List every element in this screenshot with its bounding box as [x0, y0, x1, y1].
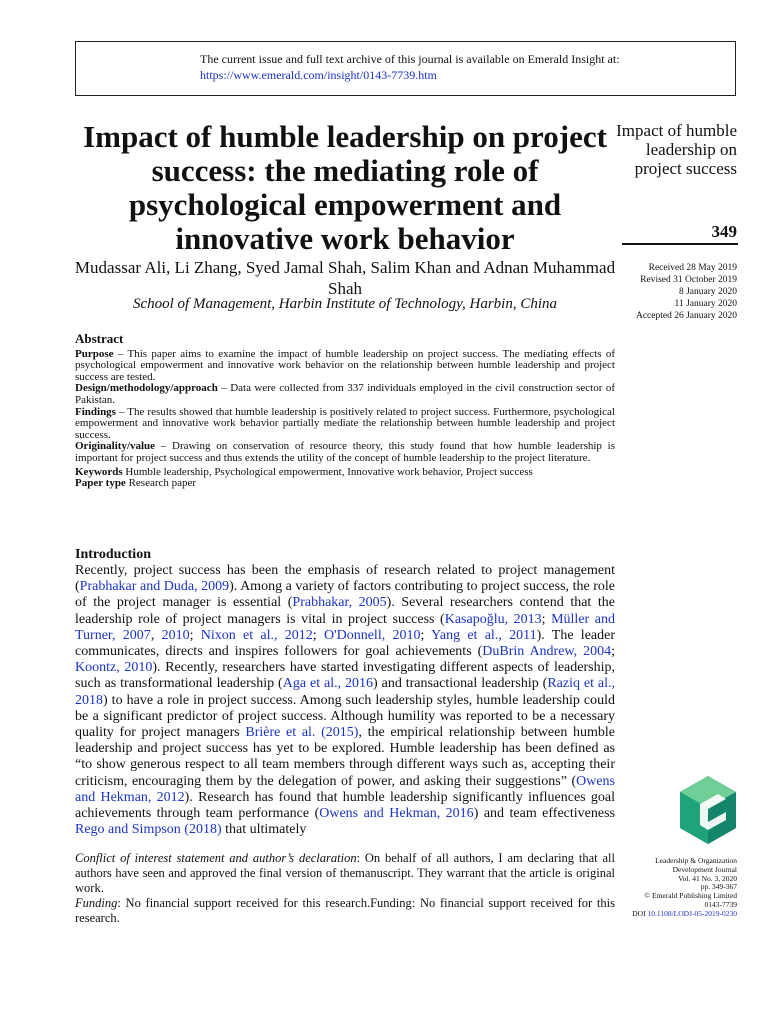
- body-text: ;: [312, 627, 324, 643]
- introduction-section: [75, 547, 615, 838]
- funding-text: : No financial support received for this research.Funding: No financial support received for this research.: [75, 896, 615, 925]
- citation-link[interactable]: 2010: [161, 627, 190, 643]
- citation-link[interactable]: Aga et al., 2016: [282, 676, 374, 692]
- doi-label: DOI: [632, 908, 648, 918]
- body-text: ). The leader communicates, directs and inspires followers for goal achievements (: [75, 627, 615, 660]
- footnote: [75, 851, 615, 926]
- body-text: , the empirical relationship between humble leadership and project success has yet to be explored. Humble leadership has been defined as “to show generous respect to all team members through different ways such as, accepting their criticism, encouraging them by the delegation of power, and asking their suggestions” (: [75, 725, 615, 789]
- journal-info-line: Vol. 41 No. 3, 2020: [678, 873, 737, 883]
- body-text: ). Recently, researchers have started investigating different aspects of leadership, such as transformational leadership (: [75, 660, 615, 692]
- running-head: Impact of humble leadership on project success: [616, 121, 737, 178]
- body-text: ). Several researchers contend that the leadership role of project managers is vital in project success (: [75, 595, 615, 627]
- citation-link[interactable]: Owens and Hekman, 2012: [75, 773, 615, 805]
- doi-link[interactable]: 10.1108/LODJ-05-2019-0230: [647, 908, 737, 918]
- affiliation: School of Management, Harbin Institute of Technology, Harbin, China: [132, 296, 557, 312]
- date-line: Received 28 May 2019: [648, 263, 737, 273]
- journal-availability-box: [75, 41, 736, 96]
- introduction-paragraph: [75, 563, 615, 838]
- article-title: Impact of humble leadership on project success: the mediating role of psychological empowerment and innovative work behavior: [83, 119, 607, 256]
- body-text: that ultimately: [221, 822, 307, 838]
- citation-link[interactable]: Prabhakar, 2005: [292, 595, 387, 611]
- body-text: ;: [541, 611, 552, 627]
- conflict-of-interest: [75, 851, 615, 896]
- paper-type: [75, 478, 615, 490]
- design-label: Design/methodology/approach: [75, 382, 218, 395]
- originality-text: – Drawing on conservation of resource theory, this study found that how humble leadership is important for project success and thus extends the utility of the concept of humble leadership to the project literature.: [75, 440, 615, 464]
- keywords-text: Humble leadership, Psychological empowerment, Innovative work behavior, Project success: [122, 465, 533, 478]
- abstract-heading: Abstract: [75, 331, 124, 346]
- author-list: Mudassar Ali, Li Zhang, Syed Jamal Shah, Salim Khan and Adnan Muhammad Shah: [74, 258, 616, 298]
- citation-link[interactable]: Kasapoğlu, 2013: [444, 611, 542, 627]
- originality-label: Originality/value: [75, 440, 156, 453]
- journal-info-line: 0143-7739: [704, 899, 737, 909]
- introduction-heading: Introduction: [75, 547, 151, 562]
- citation-link[interactable]: Müller and Turner, 2007: [75, 611, 615, 643]
- body-text: ) and transactional leadership (: [373, 676, 548, 692]
- divider: [622, 243, 738, 245]
- funding-label: Funding: [75, 896, 118, 910]
- keywords-label: Keywords: [75, 465, 123, 478]
- page-number: 349: [711, 222, 737, 241]
- findings-label: Findings: [75, 405, 116, 418]
- abstract-findings: [75, 407, 615, 442]
- date-line: 8 January 2020: [678, 287, 737, 297]
- citation-link[interactable]: Brière et al. (2015): [245, 725, 359, 741]
- journal-info-line: Development Journal: [672, 864, 737, 874]
- citation-link[interactable]: Raziq et al., 2018: [75, 676, 616, 708]
- journal-info: [587, 857, 737, 919]
- abstract-originality: [75, 441, 615, 464]
- abstract-purpose: [75, 349, 615, 384]
- body-text: ;: [420, 627, 432, 643]
- doi-line: [587, 910, 737, 919]
- body-text: ). Research has found that humble leadership significantly influences goal achievements through team performance (: [75, 789, 615, 822]
- body-text: ). Among a variety of factors contributing to project success, the role of the project manager is essential (: [75, 579, 615, 611]
- purpose-label: Purpose: [75, 347, 114, 360]
- papertype-text: Research paper: [125, 477, 197, 490]
- body-text: ,: [150, 627, 162, 643]
- date-line: Accepted 26 January 2020: [635, 311, 737, 321]
- body-text: ;: [189, 627, 201, 643]
- date-line: Revised 31 October 2019: [640, 275, 737, 285]
- coi-label: Conflict of interest statement and author’s declaration: [75, 851, 357, 865]
- purpose-text: – This paper aims to examine the impact of humble leadership on project success. The mediating effects of psychological empowerment and innovative work behavior on the relationship between humble leadership and project success are tested.: [75, 347, 615, 383]
- journal-url-link[interactable]: https://www.emerald.com/insight/0143-7739.htm: [200, 68, 437, 82]
- citation-link[interactable]: DuBrin Andrew, 2004: [482, 644, 612, 660]
- citation-link[interactable]: Rego and Simpson (2018): [75, 822, 222, 838]
- body-text: ) to have a role in project success. Among such leadership styles, humble leadership could be a significant predictor of project success. Although humility was reported to be a necessary quality for project managers: [75, 692, 615, 741]
- citation-link[interactable]: Nixon et al., 2012: [200, 627, 313, 643]
- body-text: Recently, project success has been the emphasis of research related to project management (: [75, 563, 615, 595]
- body-text: ) and team effectiveness: [473, 806, 616, 822]
- journal-info-line: pp. 349-367: [700, 882, 737, 892]
- abstract-design: [75, 383, 615, 406]
- availability-text: The current issue and full text archive of this journal is available on Emerald Insight at:: [200, 52, 620, 66]
- design-text: – Data were collected from 337 individuals employed in the civil construction sector of Pakistan.: [75, 382, 615, 406]
- citation-link[interactable]: Yang et al., 2011: [431, 627, 537, 643]
- publisher-logo-icon: [676, 774, 740, 846]
- funding-statement: [75, 896, 615, 926]
- abstract-section: [75, 333, 615, 490]
- findings-text: – The results showed that humble leadership is positively related to project success. Furthermore, psychological empowerment and innovative work behavior partially mediate the relationship between humble leadership and project success.: [75, 405, 615, 441]
- citation-link[interactable]: Prabhakar and Duda, 2009: [79, 579, 230, 595]
- papertype-label: Paper type: [75, 477, 126, 490]
- date-line: 11 January 2020: [674, 299, 737, 309]
- body-text: ;: [611, 644, 615, 660]
- citation-link[interactable]: O'Donnell, 2010: [323, 627, 421, 643]
- journal-info-line: Leadership & Organization: [655, 856, 737, 865]
- citation-link[interactable]: Koontz, 2010: [75, 660, 153, 676]
- coi-text: : On behalf of all authors, I am declaring that all authors have seen and approved the final version of themanuscript. They warrant that the article is original work.: [75, 851, 615, 895]
- journal-info-line: © Emerald Publishing Limited: [644, 891, 737, 901]
- citation-link[interactable]: Owens and Hekman, 2016: [319, 806, 474, 822]
